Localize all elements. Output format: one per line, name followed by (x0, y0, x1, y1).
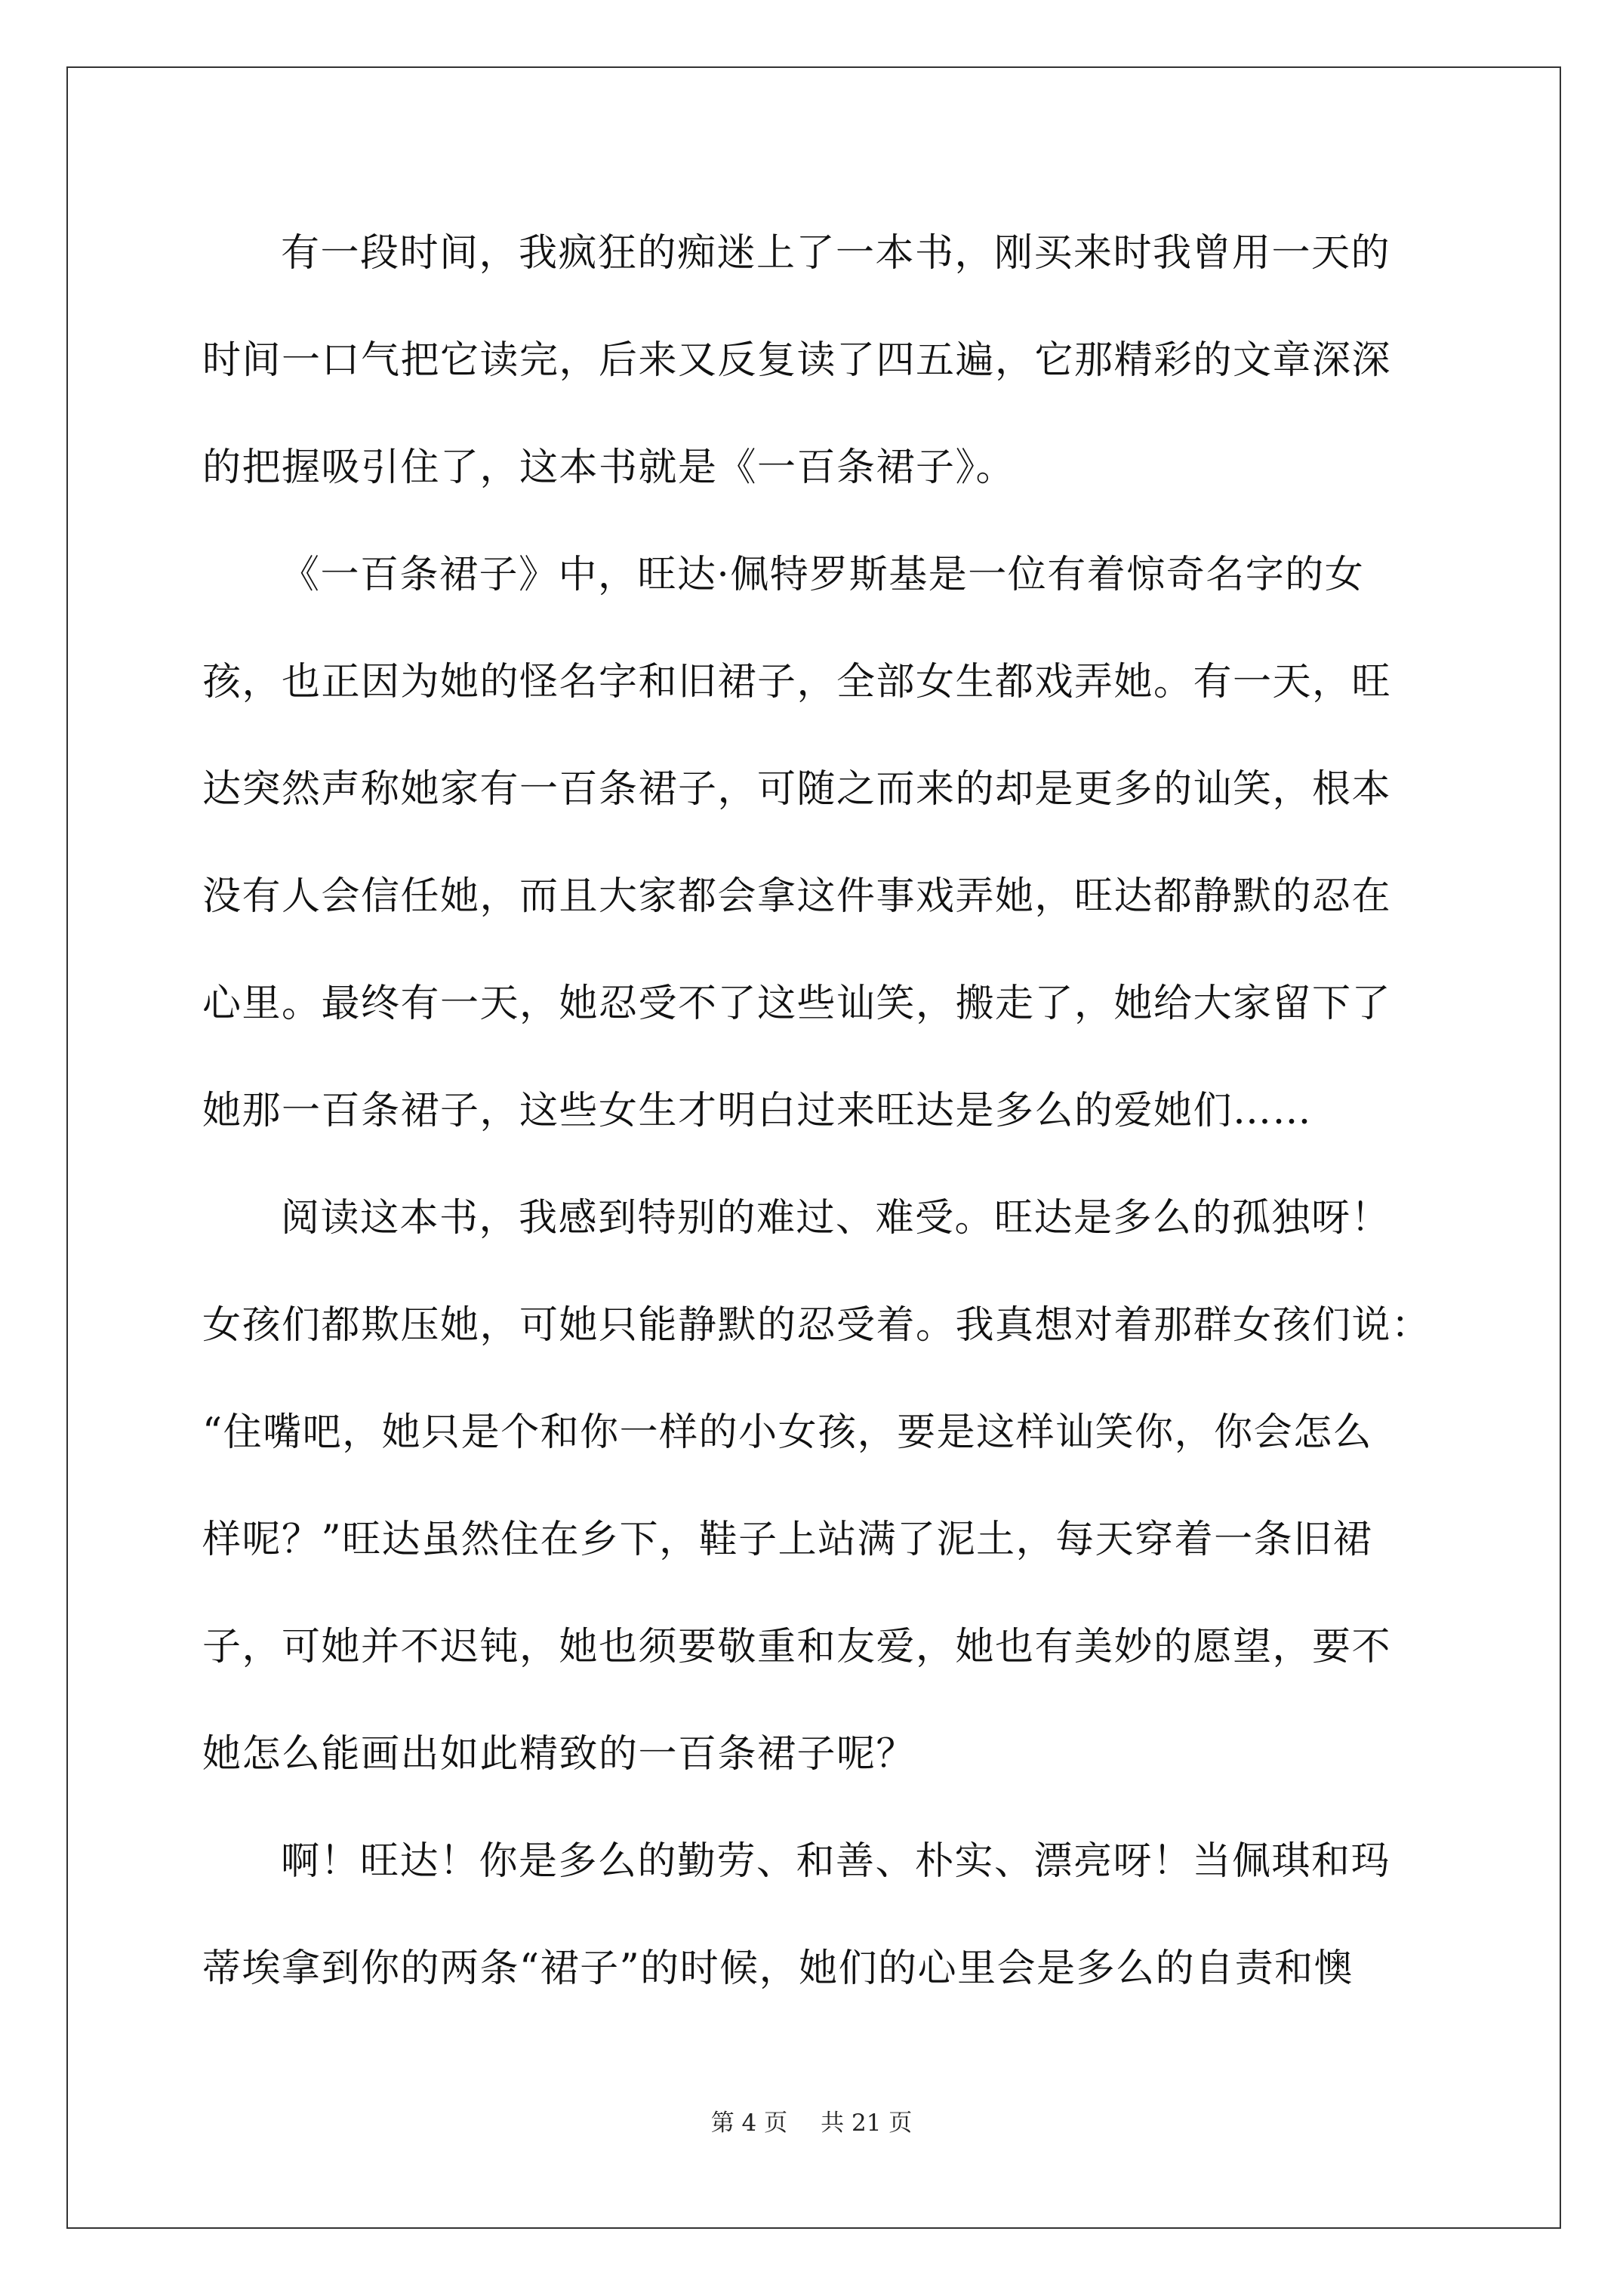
total-pages: 共 21 页 (821, 2110, 913, 2137)
text-line: 《一百条裙子》中，旺达·佩特罗斯基是一位有着惊奇名字的女 (281, 553, 1365, 597)
text-line: “住嘴吧，她只是个和你一样的小女孩，要是这样讪笑你，你会怎么 (202, 1410, 1373, 1455)
text-line: 阅读这本书，我感到特别的难过、难受。旺达是多么的孤独呀！ (281, 1196, 1391, 1240)
text-line: 的把握吸引住了，这本书就是《一百条裙子》。 (202, 445, 1016, 490)
text-line: 孩，也正因为她的怪名字和旧裙子，全部女生都戏弄她。有一天，旺 (202, 660, 1392, 704)
page-number: 第 4 页 (710, 2110, 788, 2137)
document-body (202, 225, 1440, 2048)
text-line: 蒂埃拿到你的两条“裙子”的时候，她们的心里会是多么的自责和懊 (202, 1946, 1354, 1991)
text-line: 有一段时间，我疯狂的痴迷上了一本书，刚买来时我曾用一天的 (281, 231, 1391, 276)
text-line: 达突然声称她家有一百条裙子，可随之而来的却是更多的讪笑，根本 (202, 767, 1392, 812)
text-line: 啊！旺达！你是多么的勤劳、和善、朴实、漂亮呀！当佩琪和玛 (281, 1839, 1391, 1884)
text-line: 子，可她并不迟钝，她也须要敬重和友爱，她也有美妙的愿望，要不 (202, 1625, 1392, 1669)
text-line: 女孩们都欺压她，可她只能静默的忍受着。我真想对着那群女孩们说： (202, 1303, 1431, 1348)
text-line: 她那一百条裙子，这些女生才明白过来旺达是多么的爱她们…… (202, 1089, 1313, 1133)
text-line: 没有人会信任她，而且大家都会拿这件事戏弄她，旺达都静默的忍在 (202, 874, 1392, 919)
text-line: 样呢？”旺达虽然住在乡下，鞋子上站满了泥土，每天穿着一条旧裙 (202, 1518, 1373, 1562)
text-line: 她怎么能画出如此精致的一百条裙子呢？ (202, 1732, 916, 1777)
page-footer (0, 2108, 1623, 2138)
text-line: 心里。最终有一天，她忍受不了这些讪笑，搬走了，她给大家留下了 (202, 982, 1392, 1026)
text-line: 时间一口气把它读完，后来又反复读了四五遍，它那精彩的文章深深 (202, 338, 1392, 383)
